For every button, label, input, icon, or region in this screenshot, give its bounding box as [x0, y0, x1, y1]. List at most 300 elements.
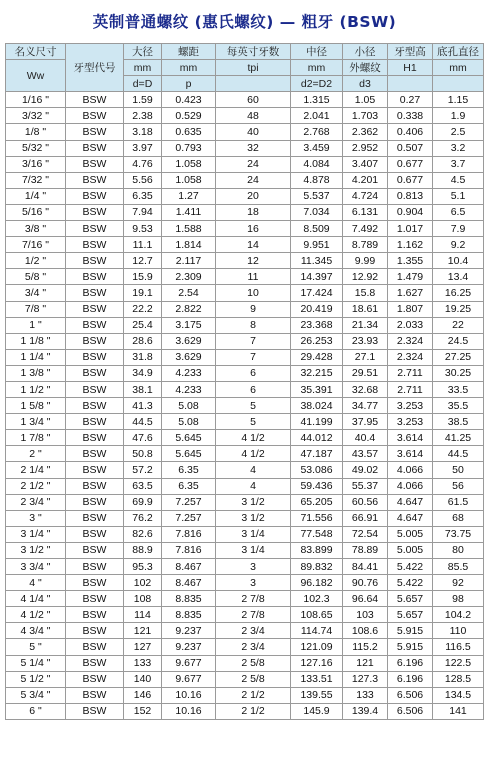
nominal-size-cell: 1 1/4 " [6, 349, 66, 365]
pitch-diameter-cell: 71.556 [291, 510, 343, 526]
minor-diameter-cell: 40.4 [343, 430, 388, 446]
thread-height-cell: 1.479 [388, 269, 433, 285]
major-diameter-cell: 102 [124, 575, 162, 591]
nominal-size-cell: 1 3/4 " [6, 414, 66, 430]
thread-height-cell: 1.355 [388, 253, 433, 269]
tpi-cell: 4 [216, 462, 291, 478]
header-unit: mm [433, 60, 484, 76]
minor-diameter-cell: 66.91 [343, 510, 388, 526]
pitch-diameter-cell: 26.253 [291, 333, 343, 349]
header-pitch: 螺距 [162, 44, 216, 60]
minor-diameter-cell: 108.6 [343, 623, 388, 639]
thread-code-cell: BSW [66, 204, 124, 220]
tap-drill-cell: 33.5 [433, 381, 484, 397]
thread-code-cell: BSW [66, 510, 124, 526]
thread-code-cell: BSW [66, 269, 124, 285]
nominal-size-cell: 2 1/2 " [6, 478, 66, 494]
nominal-size-cell: 5/8 " [6, 269, 66, 285]
thread-height-cell: 5.422 [388, 559, 433, 575]
major-diameter-cell: 95.3 [124, 559, 162, 575]
tpi-cell: 16 [216, 221, 291, 237]
nominal-size-cell: 4 1/2 " [6, 607, 66, 623]
table-row [6, 414, 484, 430]
table-row [6, 301, 484, 317]
pitch-cell: 0.529 [162, 108, 216, 124]
tpi-cell: 7 [216, 349, 291, 365]
nominal-size-cell: 3/16 " [6, 156, 66, 172]
pitch-cell: 4.233 [162, 365, 216, 381]
pitch-diameter-cell: 145.9 [291, 703, 343, 719]
thread-height-cell: 2.324 [388, 349, 433, 365]
minor-diameter-cell: 7.492 [343, 221, 388, 237]
table-row [6, 687, 484, 703]
thread-height-cell: 4.647 [388, 510, 433, 526]
nominal-size-cell: 1 " [6, 317, 66, 333]
tap-drill-cell: 30.25 [433, 365, 484, 381]
header-unit: mm [291, 60, 343, 76]
pitch-cell: 6.35 [162, 478, 216, 494]
header-symbol [216, 76, 291, 92]
thread-code-cell: BSW [66, 462, 124, 478]
tap-drill-cell: 6.5 [433, 204, 484, 220]
pitch-cell: 5.08 [162, 414, 216, 430]
thread-code-cell: BSW [66, 285, 124, 301]
thread-height-cell: 4.066 [388, 478, 433, 494]
major-diameter-cell: 88.9 [124, 542, 162, 558]
nominal-size-cell: 1/4 " [6, 188, 66, 204]
tpi-cell: 4 [216, 478, 291, 494]
tpi-cell: 3 [216, 575, 291, 591]
tpi-cell: 60 [216, 92, 291, 108]
pitch-diameter-cell: 127.16 [291, 655, 343, 671]
nominal-size-cell: 5 " [6, 639, 66, 655]
major-diameter-cell: 11.1 [124, 237, 162, 253]
thread-code-cell: BSW [66, 365, 124, 381]
header-unit: Ww [6, 60, 66, 92]
major-diameter-cell: 63.5 [124, 478, 162, 494]
pitch-diameter-cell: 47.187 [291, 446, 343, 462]
tpi-cell: 2 3/4 [216, 623, 291, 639]
table-row [6, 333, 484, 349]
tpi-cell: 4 1/2 [216, 430, 291, 446]
table-row [6, 655, 484, 671]
pitch-cell: 4.233 [162, 381, 216, 397]
major-diameter-cell: 5.56 [124, 172, 162, 188]
thread-code-cell: BSW [66, 140, 124, 156]
tap-drill-cell: 80 [433, 542, 484, 558]
tap-drill-cell: 92 [433, 575, 484, 591]
minor-diameter-cell: 115.2 [343, 639, 388, 655]
pitch-cell: 3.175 [162, 317, 216, 333]
tpi-cell: 10 [216, 285, 291, 301]
nominal-size-cell: 6 " [6, 703, 66, 719]
table-row [6, 446, 484, 462]
thread-code-cell: BSW [66, 478, 124, 494]
pitch-cell: 2.117 [162, 253, 216, 269]
thread-height-cell: 5.915 [388, 623, 433, 639]
table-row [6, 542, 484, 558]
pitch-diameter-cell: 38.024 [291, 398, 343, 414]
thread-code-cell: BSW [66, 398, 124, 414]
thread-height-cell: 5.657 [388, 607, 433, 623]
tap-drill-cell: 134.5 [433, 687, 484, 703]
table-row [6, 108, 484, 124]
tap-drill-cell: 3.2 [433, 140, 484, 156]
pitch-cell: 1.588 [162, 221, 216, 237]
tpi-cell: 4 1/2 [216, 446, 291, 462]
tap-drill-cell: 38.5 [433, 414, 484, 430]
major-diameter-cell: 28.6 [124, 333, 162, 349]
pitch-cell: 8.467 [162, 559, 216, 575]
tap-drill-cell: 24.5 [433, 333, 484, 349]
tap-drill-cell: 41.25 [433, 430, 484, 446]
nominal-size-cell: 1 1/2 " [6, 381, 66, 397]
thread-height-cell: 0.338 [388, 108, 433, 124]
pitch-cell: 0.635 [162, 124, 216, 140]
minor-diameter-cell: 8.789 [343, 237, 388, 253]
tpi-cell: 5 [216, 414, 291, 430]
thread-height-cell: 4.647 [388, 494, 433, 510]
pitch-cell: 5.645 [162, 430, 216, 446]
tap-drill-cell: 13.4 [433, 269, 484, 285]
table-row [6, 221, 484, 237]
major-diameter-cell: 108 [124, 591, 162, 607]
tap-drill-cell: 73.75 [433, 526, 484, 542]
minor-diameter-cell: 4.201 [343, 172, 388, 188]
table-row [6, 349, 484, 365]
header-unit: mm [124, 60, 162, 76]
tpi-cell: 9 [216, 301, 291, 317]
pitch-cell: 6.35 [162, 462, 216, 478]
thread-height-cell: 1.017 [388, 221, 433, 237]
table-row [6, 156, 484, 172]
major-diameter-cell: 4.76 [124, 156, 162, 172]
thread-code-cell: BSW [66, 124, 124, 140]
header-symbol: p [162, 76, 216, 92]
major-diameter-cell: 152 [124, 703, 162, 719]
minor-diameter-cell: 4.724 [343, 188, 388, 204]
nominal-size-cell: 1 7/8 " [6, 430, 66, 446]
major-diameter-cell: 76.2 [124, 510, 162, 526]
table-row [6, 591, 484, 607]
major-diameter-cell: 50.8 [124, 446, 162, 462]
major-diameter-cell: 22.2 [124, 301, 162, 317]
pitch-cell: 3.629 [162, 333, 216, 349]
tpi-cell: 6 [216, 381, 291, 397]
thread-code-cell: BSW [66, 607, 124, 623]
thread-code-cell: BSW [66, 559, 124, 575]
thread-code-cell: BSW [66, 301, 124, 317]
nominal-size-cell: 2 " [6, 446, 66, 462]
table-row [6, 703, 484, 719]
pitch-cell: 10.16 [162, 687, 216, 703]
table-row [6, 526, 484, 542]
thread-height-cell: 3.614 [388, 430, 433, 446]
tap-drill-cell: 3.7 [433, 156, 484, 172]
pitch-diameter-cell: 41.199 [291, 414, 343, 430]
tpi-cell: 32 [216, 140, 291, 156]
thread-height-cell: 5.005 [388, 542, 433, 558]
table-row [6, 623, 484, 639]
table-row [6, 140, 484, 156]
pitch-diameter-cell: 53.086 [291, 462, 343, 478]
thread-height-cell: 0.507 [388, 140, 433, 156]
minor-diameter-cell: 3.407 [343, 156, 388, 172]
thread-code-cell: BSW [66, 253, 124, 269]
major-diameter-cell: 82.6 [124, 526, 162, 542]
nominal-size-cell: 3/32 " [6, 108, 66, 124]
minor-diameter-cell: 2.952 [343, 140, 388, 156]
table-row [6, 478, 484, 494]
pitch-cell: 2.309 [162, 269, 216, 285]
pitch-diameter-cell: 77.548 [291, 526, 343, 542]
pitch-diameter-cell: 4.878 [291, 172, 343, 188]
table-row [6, 285, 484, 301]
tap-drill-cell: 1.15 [433, 92, 484, 108]
pitch-cell: 1.411 [162, 204, 216, 220]
major-diameter-cell: 25.4 [124, 317, 162, 333]
header-symbol [388, 76, 433, 92]
header-unit: mm [162, 60, 216, 76]
thread-height-cell: 2.033 [388, 317, 433, 333]
bsw-thread-table [5, 43, 484, 720]
tap-drill-cell: 1.9 [433, 108, 484, 124]
nominal-size-cell: 7/32 " [6, 172, 66, 188]
nominal-size-cell: 4 " [6, 575, 66, 591]
minor-diameter-cell: 1.05 [343, 92, 388, 108]
tpi-cell: 24 [216, 172, 291, 188]
major-diameter-cell: 44.5 [124, 414, 162, 430]
tap-drill-cell: 128.5 [433, 671, 484, 687]
thread-height-cell: 6.196 [388, 655, 433, 671]
pitch-cell: 5.08 [162, 398, 216, 414]
thread-code-cell: BSW [66, 92, 124, 108]
pitch-diameter-cell: 17.424 [291, 285, 343, 301]
nominal-size-cell: 3 3/4 " [6, 559, 66, 575]
minor-diameter-cell: 103 [343, 607, 388, 623]
minor-diameter-cell: 15.8 [343, 285, 388, 301]
thread-code-cell: BSW [66, 430, 124, 446]
table-row [6, 124, 484, 140]
minor-diameter-cell: 6.131 [343, 204, 388, 220]
nominal-size-cell: 3 1/2 " [6, 542, 66, 558]
table-row [6, 269, 484, 285]
header-unit: 外螺纹 [343, 60, 388, 76]
minor-diameter-cell: 96.64 [343, 591, 388, 607]
pitch-cell: 10.16 [162, 703, 216, 719]
tap-drill-cell: 85.5 [433, 559, 484, 575]
thread-height-cell: 2.324 [388, 333, 433, 349]
pitch-diameter-cell: 20.419 [291, 301, 343, 317]
thread-code-cell: BSW [66, 575, 124, 591]
pitch-diameter-cell: 59.436 [291, 478, 343, 494]
tpi-cell: 14 [216, 237, 291, 253]
pitch-diameter-cell: 114.74 [291, 623, 343, 639]
pitch-diameter-cell: 83.899 [291, 542, 343, 558]
thread-code-cell: BSW [66, 655, 124, 671]
major-diameter-cell: 133 [124, 655, 162, 671]
thread-code-cell: BSW [66, 221, 124, 237]
tap-drill-cell: 2.5 [433, 124, 484, 140]
pitch-diameter-cell: 8.509 [291, 221, 343, 237]
major-diameter-cell: 41.3 [124, 398, 162, 414]
thread-code-cell: BSW [66, 542, 124, 558]
pitch-diameter-cell: 14.397 [291, 269, 343, 285]
thread-code-cell: BSW [66, 381, 124, 397]
major-diameter-cell: 121 [124, 623, 162, 639]
nominal-size-cell: 3 " [6, 510, 66, 526]
tpi-cell: 2 7/8 [216, 607, 291, 623]
pitch-cell: 0.423 [162, 92, 216, 108]
table-row [6, 365, 484, 381]
header-symbol: d3 [343, 76, 388, 92]
thread-code-cell: BSW [66, 526, 124, 542]
tap-drill-cell: 61.5 [433, 494, 484, 510]
table-row [6, 381, 484, 397]
nominal-size-cell: 7/8 " [6, 301, 66, 317]
thread-code-cell: BSW [66, 703, 124, 719]
major-diameter-cell: 38.1 [124, 381, 162, 397]
major-diameter-cell: 7.94 [124, 204, 162, 220]
table-row [6, 188, 484, 204]
tpi-cell: 3 1/4 [216, 526, 291, 542]
minor-diameter-cell: 23.93 [343, 333, 388, 349]
header-symbol: d=D [124, 76, 162, 92]
tap-drill-cell: 7.9 [433, 221, 484, 237]
tap-drill-cell: 50 [433, 462, 484, 478]
pitch-diameter-cell: 9.951 [291, 237, 343, 253]
minor-diameter-cell: 9.99 [343, 253, 388, 269]
thread-height-cell: 0.904 [388, 204, 433, 220]
major-diameter-cell: 34.9 [124, 365, 162, 381]
pitch-diameter-cell: 4.084 [291, 156, 343, 172]
pitch-cell: 3.629 [162, 349, 216, 365]
table-row [6, 639, 484, 655]
pitch-cell: 1.814 [162, 237, 216, 253]
tap-drill-cell: 4.5 [433, 172, 484, 188]
table-header [6, 44, 484, 92]
tap-drill-cell: 22 [433, 317, 484, 333]
major-diameter-cell: 31.8 [124, 349, 162, 365]
nominal-size-cell: 3/4 " [6, 285, 66, 301]
thread-code-cell: BSW [66, 446, 124, 462]
thread-height-cell: 5.915 [388, 639, 433, 655]
table-row [6, 559, 484, 575]
nominal-size-cell: 3 1/4 " [6, 526, 66, 542]
thread-height-cell: 0.677 [388, 156, 433, 172]
major-diameter-cell: 9.53 [124, 221, 162, 237]
major-diameter-cell: 12.7 [124, 253, 162, 269]
thread-height-cell: 6.196 [388, 671, 433, 687]
table-row [6, 494, 484, 510]
major-diameter-cell: 69.9 [124, 494, 162, 510]
tap-drill-cell: 10.4 [433, 253, 484, 269]
thread-code-cell: BSW [66, 172, 124, 188]
pitch-cell: 9.237 [162, 623, 216, 639]
pitch-diameter-cell: 65.205 [291, 494, 343, 510]
thread-height-cell: 3.614 [388, 446, 433, 462]
minor-diameter-cell: 1.703 [343, 108, 388, 124]
table-row [6, 253, 484, 269]
tap-drill-cell: 110 [433, 623, 484, 639]
thread-height-cell: 6.506 [388, 687, 433, 703]
table-row [6, 172, 484, 188]
header-symbol [433, 76, 484, 92]
tpi-cell: 11 [216, 269, 291, 285]
pitch-cell: 7.816 [162, 526, 216, 542]
minor-diameter-cell: 90.76 [343, 575, 388, 591]
thread-code-cell: BSW [66, 317, 124, 333]
minor-diameter-cell: 84.41 [343, 559, 388, 575]
tap-drill-cell: 116.5 [433, 639, 484, 655]
pitch-cell: 9.237 [162, 639, 216, 655]
thread-code-cell: BSW [66, 414, 124, 430]
thread-height-cell: 3.253 [388, 414, 433, 430]
pitch-diameter-cell: 96.182 [291, 575, 343, 591]
table-row [6, 237, 484, 253]
tpi-cell: 40 [216, 124, 291, 140]
thread-height-cell: 2.711 [388, 381, 433, 397]
nominal-size-cell: 2 3/4 " [6, 494, 66, 510]
thread-code-cell: BSW [66, 639, 124, 655]
pitch-diameter-cell: 139.55 [291, 687, 343, 703]
pitch-diameter-cell: 121.09 [291, 639, 343, 655]
thread-code-cell: BSW [66, 591, 124, 607]
major-diameter-cell: 6.35 [124, 188, 162, 204]
minor-diameter-cell: 133 [343, 687, 388, 703]
major-diameter-cell: 3.18 [124, 124, 162, 140]
minor-diameter-cell: 127.3 [343, 671, 388, 687]
thread-height-cell: 5.422 [388, 575, 433, 591]
thread-code-cell: BSW [66, 349, 124, 365]
pitch-diameter-cell: 2.041 [291, 108, 343, 124]
pitch-diameter-cell: 35.391 [291, 381, 343, 397]
major-diameter-cell: 1.59 [124, 92, 162, 108]
tpi-cell: 7 [216, 333, 291, 349]
table-row [6, 92, 484, 108]
pitch-diameter-cell: 44.012 [291, 430, 343, 446]
major-diameter-cell: 2.38 [124, 108, 162, 124]
pitch-diameter-cell: 3.459 [291, 140, 343, 156]
minor-diameter-cell: 34.77 [343, 398, 388, 414]
minor-diameter-cell: 32.68 [343, 381, 388, 397]
header-unit: H1 [388, 60, 433, 76]
pitch-cell: 9.677 [162, 655, 216, 671]
thread-height-cell: 3.253 [388, 398, 433, 414]
pitch-cell: 8.835 [162, 607, 216, 623]
nominal-size-cell: 1 1/8 " [6, 333, 66, 349]
pitch-diameter-cell: 11.345 [291, 253, 343, 269]
major-diameter-cell: 140 [124, 671, 162, 687]
minor-diameter-cell: 2.362 [343, 124, 388, 140]
header-thread-code: 牙型代号 [66, 44, 124, 92]
table-row [6, 607, 484, 623]
tap-drill-cell: 27.25 [433, 349, 484, 365]
nominal-size-cell: 5/16 " [6, 204, 66, 220]
nominal-size-cell: 5 3/4 " [6, 687, 66, 703]
thread-height-cell: 1.807 [388, 301, 433, 317]
pitch-cell: 9.677 [162, 671, 216, 687]
nominal-size-cell: 5/32 " [6, 140, 66, 156]
tpi-cell: 12 [216, 253, 291, 269]
minor-diameter-cell: 27.1 [343, 349, 388, 365]
pitch-cell: 5.645 [162, 446, 216, 462]
minor-diameter-cell: 12.92 [343, 269, 388, 285]
thread-height-cell: 4.066 [388, 462, 433, 478]
tap-drill-cell: 122.5 [433, 655, 484, 671]
minor-diameter-cell: 18.61 [343, 301, 388, 317]
table-row [6, 575, 484, 591]
